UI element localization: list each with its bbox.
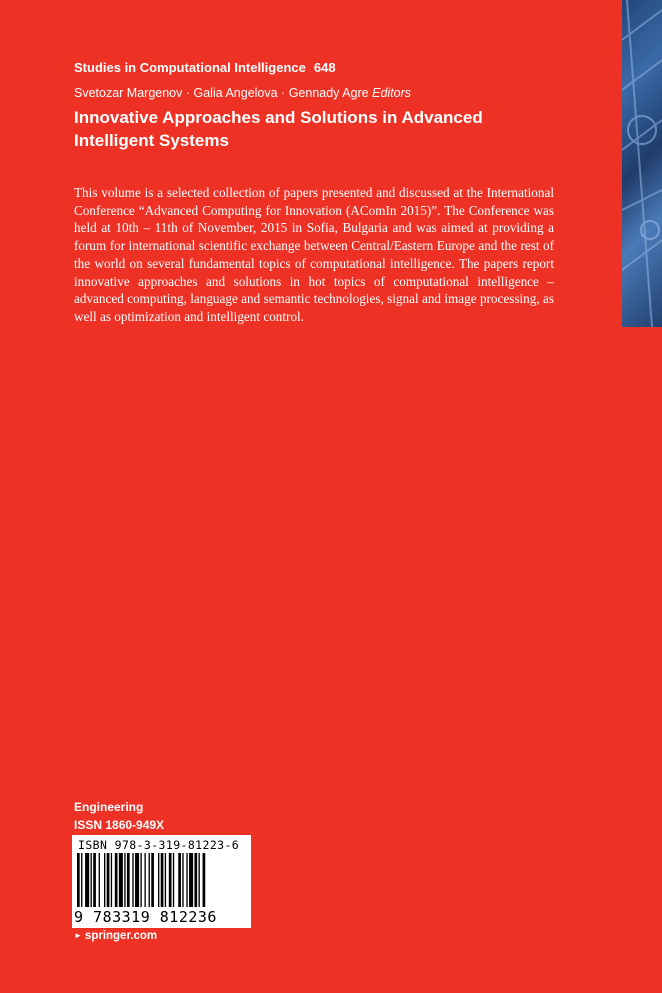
- book-title: Innovative Approaches and Solutions in Advanced Intelligent Systems: [74, 108, 483, 150]
- barcode-bar: [107, 853, 110, 907]
- publisher-url: springer.com: [84, 930, 158, 942]
- barcode-bar: [140, 853, 141, 907]
- barcode-bar: [85, 853, 89, 907]
- barcode-bar: [135, 853, 139, 907]
- barcode-bar: [161, 853, 164, 907]
- barcode-bar: [182, 853, 183, 907]
- barcode-bar: [132, 853, 133, 907]
- editor-names: Svetozar Margenov · Galia Angelova · Gennady Agre: [74, 86, 369, 100]
- editors-line: [74, 86, 411, 100]
- barcode-bars: [77, 853, 246, 907]
- barcode-bar: [149, 853, 150, 907]
- series-name: Studies in Computational Intelligence: [74, 60, 306, 75]
- isbn-barcode: [72, 835, 251, 928]
- barcode-bar: [189, 853, 193, 907]
- barcode-bar: [178, 853, 181, 907]
- barcode-bar: [115, 853, 118, 907]
- barcode-bar: [124, 853, 125, 907]
- publisher-link[interactable]: [74, 930, 157, 942]
- barcode-bar: [165, 853, 166, 907]
- subject-category: Engineering: [74, 800, 144, 814]
- barcode-bar: [186, 853, 187, 907]
- book-description: This volume is a selected collection of papers presented and discussed at the International Conference “Advanced Computing for Innovation (AComIn 2015)”. The Conference was held at 10th – 11th of November, 2015 in Sofia, Bulgaria and was aimed at providing a forum for international scientific exchange between Central/Eastern Europe and the rest of the world on several fundamental topics of computational intelligence. The papers report innovative approaches and solutions in hot topics of computational intelligence – advanced computing, language and semantic technologies, signal and image processing, as well as optimization and intelligent control.: [74, 185, 554, 324]
- barcode-bar: [194, 853, 197, 907]
- series-volume: 648: [313, 60, 336, 75]
- barcode-bar: [169, 853, 172, 907]
- barcode-bar: [203, 853, 206, 907]
- barcode-bar: [77, 853, 80, 907]
- barcode-bar: [99, 853, 100, 907]
- barcode-digits: 9 783319 812236: [74, 908, 217, 926]
- barcode-bar: [111, 853, 112, 907]
- barcode-bar: [173, 853, 174, 907]
- barcode-bar: [158, 853, 159, 907]
- barcode-bar: [91, 853, 92, 907]
- barcode-bar: [104, 853, 105, 907]
- barcode-bar: [127, 853, 130, 907]
- barcode-bar: [119, 853, 123, 907]
- cover-image-pattern: [622, 0, 662, 327]
- barcode-bar: [199, 853, 200, 907]
- arrow-icon: ►: [74, 931, 82, 940]
- barcode-bar: [145, 853, 146, 907]
- barcode-bar: [151, 853, 154, 907]
- cover-image-strip: [622, 0, 662, 327]
- editors-role: Editors: [372, 86, 412, 100]
- series-line: [74, 60, 336, 75]
- isbn-label: ISBN 978-3-319-81223-6: [78, 838, 240, 852]
- barcode-bar: [93, 853, 96, 907]
- issn: ISSN 1860-949X: [74, 818, 165, 832]
- barcode-bar: [81, 853, 82, 907]
